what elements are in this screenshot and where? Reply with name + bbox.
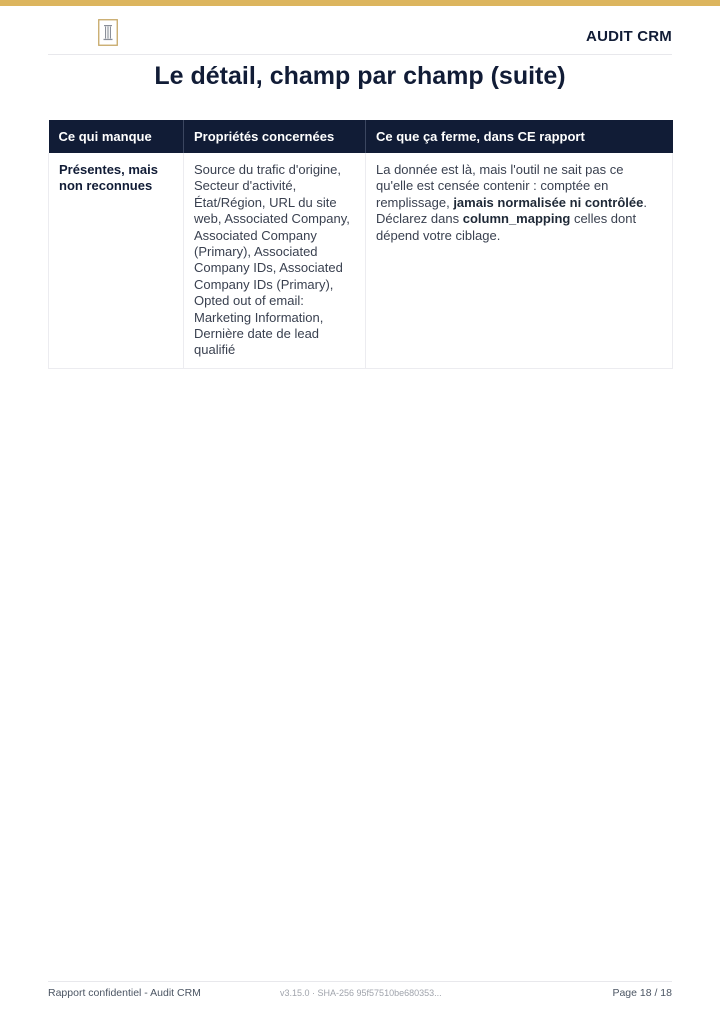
effect-text-bold1: jamais normalisée ni contrôlée bbox=[453, 194, 644, 210]
missing-cell: Présentes, mais non reconnues bbox=[49, 153, 184, 368]
properties-cell: Source du trafic d'origine, Secteur d'activité, État/Région, URL du site web, Associated Company, Associated Company (Primary), Associated Company IDs, Associated Company IDs (Primary), Opted out of email: Marketing Information, Dernière date de lead qualifié bbox=[184, 153, 366, 368]
detail-table bbox=[48, 120, 673, 369]
footer-page-number: Page 18 / 18 bbox=[612, 987, 672, 999]
top-accent-stripe bbox=[0, 0, 720, 6]
column-header-properties: Propriétés concernées bbox=[184, 120, 366, 153]
document-title: AUDIT CRM bbox=[586, 28, 672, 45]
page-title: Le détail, champ par champ (suite) bbox=[154, 62, 566, 90]
effect-text-part2: . Déclarez dans bbox=[376, 194, 647, 227]
page-header bbox=[48, 18, 672, 55]
pillar-logo-icon bbox=[98, 19, 118, 46]
table-row bbox=[49, 153, 673, 368]
effect-text-part1: La donnée est là, mais l'outil ne sait pas ce qu'elle est censée contenir : comptée en remplissage, bbox=[376, 162, 624, 210]
effect-cell bbox=[366, 153, 673, 368]
effect-text-bold2: column_mapping bbox=[462, 211, 571, 227]
column-header-missing: Ce qui manque bbox=[49, 120, 184, 153]
footer-confidential-label: Rapport confidentiel - Audit CRM bbox=[48, 987, 201, 999]
column-header-effect: Ce que ça ferme, dans CE rapport bbox=[366, 120, 673, 153]
effect-text-part3: celles dont dépend votre ciblage. bbox=[376, 211, 637, 243]
table-header-row bbox=[49, 120, 673, 153]
footer-version-hash: v3.15.0 · SHA-256 95f57510be680353... bbox=[280, 988, 442, 998]
page-footer bbox=[48, 981, 672, 1012]
